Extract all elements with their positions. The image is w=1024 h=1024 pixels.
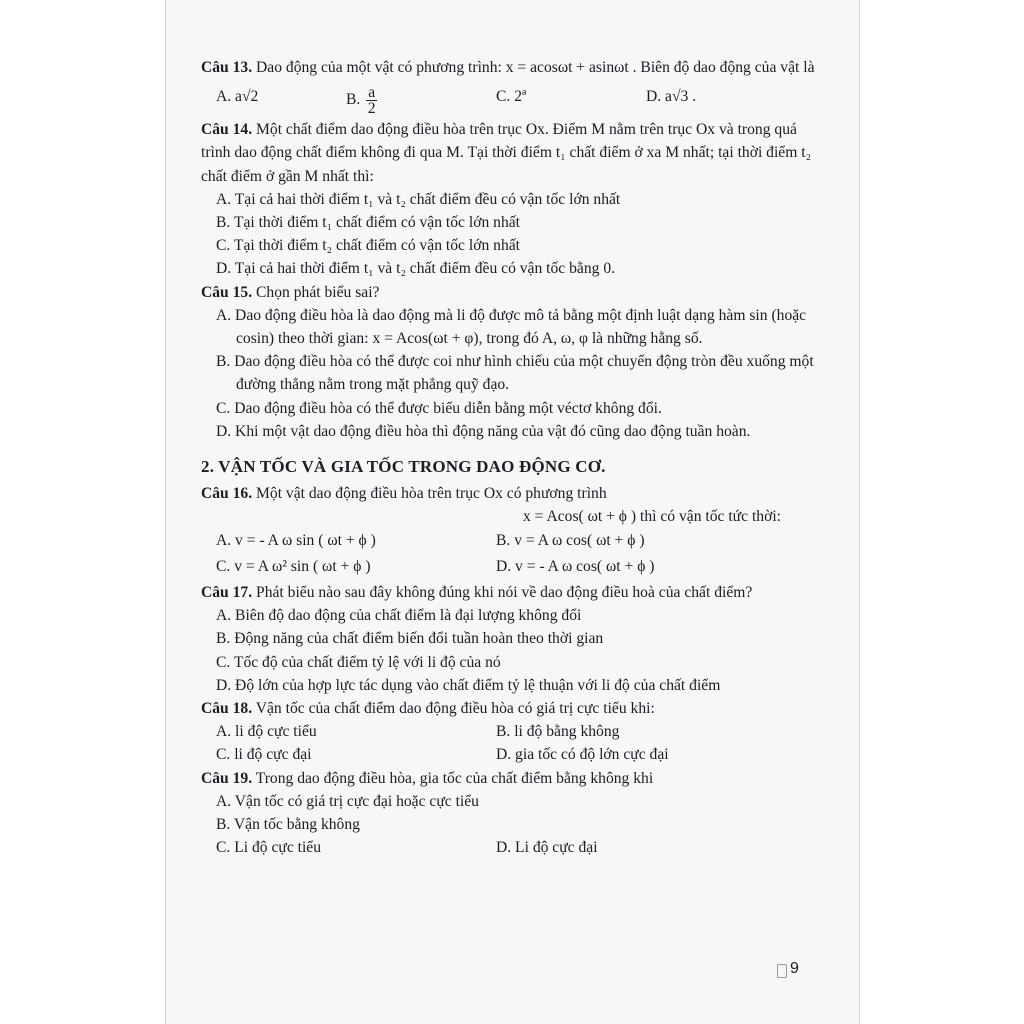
question-15 [201,281,821,304]
question-18-options-row-2 [216,743,821,766]
question-text: Một chất điểm dao động điều hòa trên trục Ox. Điểm M nằm trên trục Ox và trong quá trình dao động chất điểm không đi qua M. Tại thời điểm t₁ chất điểm ở xa M nhất; tại thời điểm t₂ chất điểm ở gần M nhất thì: [201,121,812,185]
page-number: 9 [790,960,799,977]
option-b-prefix: B. [346,91,361,109]
option-a: A. Biên độ dao động của chất điểm là đại lượng không đổi [216,607,582,625]
option-d: D. Khi một vật dao động điều hòa thì động năng của vật đó cũng dao động tuần hoàn. [216,422,751,440]
option-a: A. a√2 [216,88,259,106]
question-18 [201,697,821,720]
question-16-options-row-1 [216,529,821,552]
option-a: A. li độ cực tiểu [216,723,317,741]
option-a: A. v = - A ω sin ( ωt + ϕ ) [216,531,376,549]
question-number: Câu 18. [201,700,253,718]
page-content [201,56,821,860]
question-19-options-row [216,836,821,859]
option-a: A. Tại cả hai thời điểm t₁ và t₂ chất điểm đều có vận tốc lớn nhất [216,190,621,208]
option-b: B. li độ bằng không [496,723,620,741]
option-b [346,85,496,116]
option-c: C. v = A ω² sin ( ωt + ϕ ) [216,557,371,575]
option-b: B. v = A ω cos( ωt + ϕ ) [496,531,645,549]
fraction-denominator: 2 [367,100,376,118]
option-d: D. v = - A ω cos( ωt + ϕ ) [496,557,655,575]
question-number: Câu 17. [201,584,253,602]
fraction [366,85,377,116]
question-text: Dao động của một vật có phương trình: x = acosωt + asinωt . Biên độ dao động của vật là [256,59,815,76]
option-b: B. Tại thời điểm t₁ chất điểm có vận tốc lớn nhất [216,214,520,232]
option-c: C. Li độ cực tiểu [216,839,322,857]
option-b: B. Dao động điều hòa có thể được coi như hình chiếu của một chuyển động tròn đều xuống một đường thẳng nằm trong mặt phẳng quỹ đạo. [216,353,814,394]
option-d: D. Tại cả hai thời điểm t₁ và t₂ chất điểm đều có vận tốc bằng 0. [216,260,616,278]
question-19 [201,767,821,790]
question-number: Câu 13. [201,59,253,76]
option-a: A. Dao động điều hòa là dao động mà li độ được mô tả bằng một định luật dạng hàm sin (hoặc cosin) theo thời gian: x = Acos(ωt + φ), trong đó A, ω, φ là những hằng số. [216,306,807,348]
question-text: Chọn phát biểu sai? [256,283,380,301]
option-c: C. Dao động điều hòa có thể được biểu diễn bằng một véctơ không đổi. [216,399,662,417]
question-number: Câu 19. [201,769,253,787]
option-d: D. a√3 . [646,88,697,106]
option-c: C. Tốc độ của chất điểm tỷ lệ với li độ của nó [216,653,501,671]
question-number: Câu 15. [201,283,253,301]
question-17 [201,581,821,604]
option-b: B. Vận tốc bằng không [216,816,360,834]
option-d: D. gia tốc có độ lớn cực đại [496,746,669,764]
question-text: Trong dao động điều hòa, gia tốc của chất điểm bằng không khi [255,769,654,787]
question-16 [201,482,821,505]
option-b: B. Động năng của chất điểm biến đổi tuần hoàn theo thời gian [216,630,604,648]
question-14 [201,118,821,188]
section-heading: 2. VẬN TỐC VÀ GIA TỐC TRONG DAO ĐỘNG CƠ. [201,457,606,477]
question-18-options-row-1 [216,720,821,743]
question-text-continued: x = Acos( ωt + ϕ ) thì có vận tốc tức thời: [522,508,781,526]
fraction-numerator: a [368,84,376,102]
question-number: Câu 16. [201,485,253,503]
question-number: Câu 14. [201,121,253,139]
question-text: Phát biểu nào sau đây không đúng khi nói về dao động điều hoà của chất điểm? [256,584,753,602]
page-corner-mark [777,964,787,978]
option-c: C. 2ª [496,88,527,106]
question-16-options-row-2 [216,555,821,578]
option-a: A. Vận tốc có giá trị cực đại hoặc cực tiểu [216,792,479,810]
book-page [165,0,860,1024]
question-13-options [216,85,821,116]
question-text: Vận tốc của chất điểm dao động điều hòa có giá trị cực tiểu khi: [255,700,655,718]
question-text: Một vật dao động điều hòa trên trục Ox có phương trình [256,485,607,503]
question-13 [201,56,821,79]
option-c: C. li độ cực đại [216,746,312,764]
option-d: D. Li độ cực đại [496,839,598,857]
option-d: D. Độ lớn của hợp lực tác dụng vào chất điểm tỷ lệ thuận với li độ của chất điểm [216,676,721,694]
option-c: C. Tại thời điểm t₂ chất điểm có vận tốc lớn nhất [216,237,520,255]
